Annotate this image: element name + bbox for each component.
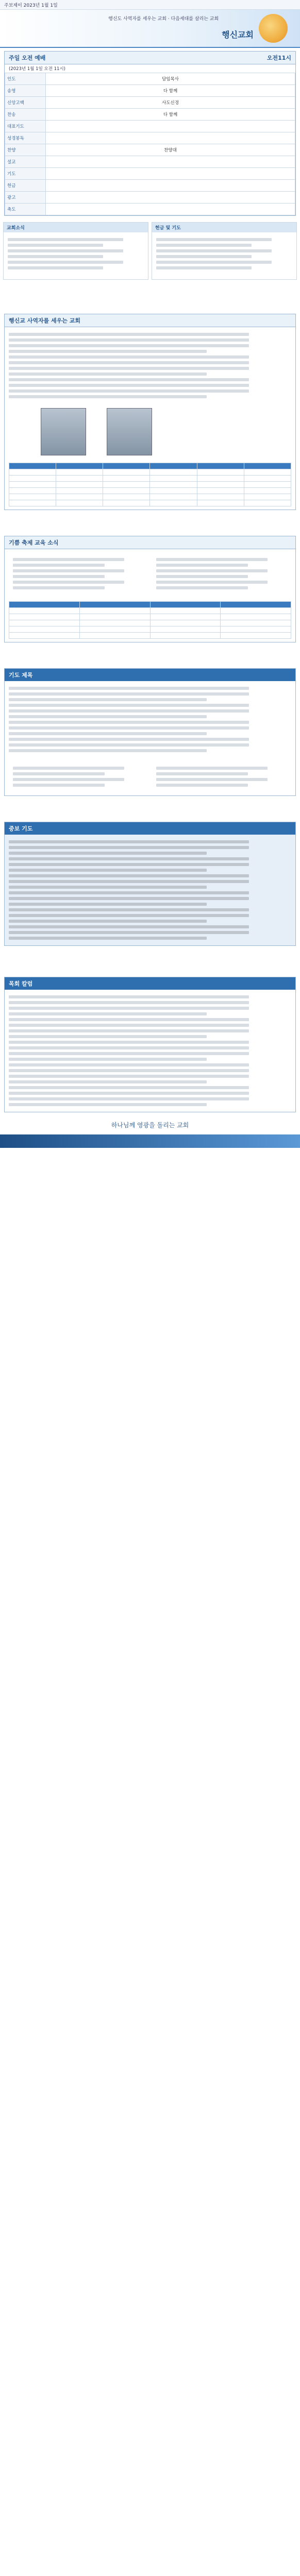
order-key: 찬송 [5,109,46,121]
ministry-section-title: 행신교 사역자를 세우는 교회 [5,314,295,327]
ministry-section [4,314,296,510]
education-section-title: 기쁨 축제 교육 소식 [5,536,295,549]
order-key: 찬양 [5,144,46,156]
order-val [46,156,295,168]
order-val [46,121,295,132]
bulletin-page [0,0,300,1148]
order-key: 대표기도 [5,121,46,132]
offering-box [152,222,297,280]
education-table [9,601,291,639]
order-key: 기도 [5,168,46,180]
order-val: 담임목사 [46,73,295,85]
order-row [5,168,295,180]
ministry-text [5,327,295,404]
column-section-title: 목회 칼럼 [5,977,295,990]
masthead-tagline: 행신도 사역자를 세우는 교회 · 다음세대를 살리는 교회 [108,16,219,22]
order-val: 다 함께 [46,109,295,121]
order-row [5,192,295,204]
news-box-title: 교회소식 [4,223,148,232]
prayer-left [9,761,148,792]
church-name: 행신교회 [222,30,254,40]
portrait-photo [107,408,152,455]
order-key: 신앙고백 [5,97,46,109]
top-strip [0,0,300,10]
order-key: 축도 [5,204,46,215]
education-section [4,536,296,642]
column-text [5,990,295,1112]
ministry-photos [5,404,295,460]
order-val [46,168,295,180]
order-row [5,121,295,132]
intercession-section [4,822,296,946]
portrait-photo [41,408,86,455]
worship-order-time: 오전11시 [266,55,291,61]
order-val: 찬양대 [46,144,295,156]
order-row [5,144,295,156]
order-val [46,204,295,215]
prayer-grid [5,758,295,795]
column-section [4,977,296,1112]
masthead [0,10,300,48]
order-val: 다 함께 [46,85,295,97]
prayer-section [4,668,296,796]
education-right [152,552,291,595]
prayer-text [5,681,295,758]
order-val [46,132,295,144]
order-row [5,180,295,192]
offering-box-body [152,232,296,275]
intercession-section-title: 중보 기도 [5,822,295,835]
info-two-column [0,219,300,283]
order-row [5,156,295,168]
prayer-section-title: 기도 제목 [5,669,295,681]
news-box-body [4,232,148,275]
order-key: 인도 [5,73,46,85]
education-left [9,552,148,595]
prayer-right [152,761,291,792]
education-table-wrap [5,598,295,642]
order-row [5,85,295,97]
education-grid [5,549,295,598]
ministry-schedule [5,460,295,510]
order-key: 광고 [5,192,46,204]
worship-order-subtitle: (2023년 1월 1일 오전 11시) [9,66,65,72]
worship-order-header [5,52,295,64]
intercession-text [5,835,295,945]
order-row [5,132,295,144]
order-row [5,97,295,109]
order-row [5,109,295,121]
closing-text: 하나님께 영광을 돌리는 교회 [111,1122,189,1129]
issue-info: 주보제이 2023년 1월 1일 [4,3,58,8]
order-key: 헌금 [5,180,46,192]
order-row [5,73,295,85]
worship-order-block [4,51,296,216]
order-val [46,180,295,192]
order-key: 송영 [5,85,46,97]
order-key: 성경봉독 [5,132,46,144]
order-val [46,192,295,204]
offering-box-title: 헌금 및 기도 [152,223,296,232]
order-val: 사도신경 [46,97,295,109]
footer-bar [0,1134,300,1148]
news-box [3,222,148,280]
worship-order-title: 주일 오전 예배 [9,55,46,61]
schedule-table [9,463,291,506]
worship-order-table [5,73,295,215]
sun-logo-icon [259,14,288,43]
order-row [5,204,295,215]
order-key: 설교 [5,156,46,168]
